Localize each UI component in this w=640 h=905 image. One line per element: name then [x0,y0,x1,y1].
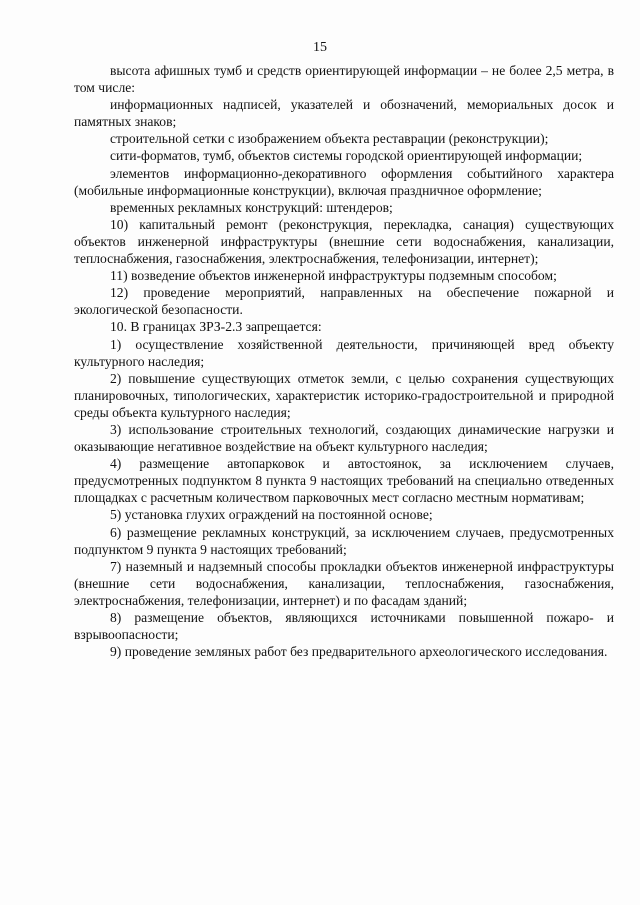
paragraph-height-limit: высота афишных тумб и средств ориентирующей информации – не более 2,5 метра, в том числе: [74,63,614,96]
paragraph-prohibited-8: 8) размещение объектов, являющихся источниками повышенной пожаро- и взрывоопасности; [74,610,614,643]
document-body [74,62,614,660]
paragraph-prohibited-7: 7) наземный и надземный способы прокладки объектов инженерной инфраструктуры (внешние сети водоснабжения, канализации, теплоснабжения, газоснабжения, электроснабжения, телефонизации, интернет) и по фасадам зданий; [74,558,614,608]
paragraph-prohibited-4: 4) размещение автопарковок и автостоянок, за исключением случаев, предусмотренных подпунктом 8 пункта 9 настоящих требований на специально отведенных площадках с расчетным количеством парковочных мест согласно местным нормативам; [74,456,614,506]
paragraph-item-12-safety: 12) проведение мероприятий, направленных на обеспечение пожарной и экологической безопасности. [74,285,614,318]
paragraph-event-decor: элементов информационно-декоративного оформления событийного характера (мобильные информационные конструкции), включая праздничное оформление; [74,165,614,198]
paragraph-info-signs: информационных надписей, указателей и обозначений, мемориальных досок и памятных знаков; [74,97,614,130]
paragraph-city-formats: сити-форматов, тумб, объектов системы городской ориентирующей информации; [110,148,583,164]
paragraph-prohibited-9: 9) проведение земляных работ без предварительного археологического исследования. [110,644,608,660]
paragraph-prohibited-6: 6) размещение рекламных конструкций, за исключением случаев, предусмотренных подпунктом 9 пункта 9 настоящих требований; [74,524,614,557]
paragraph-prohibited-3: 3) использование строительных технологий, создающих динамические нагрузки и оказывающие негативное воздействие на объект культурного наследия; [74,421,614,455]
paragraph-item-10-capital-repair: 10) капитальный ремонт (реконструкция, перекладка, санация) существующих объектов инженерной инфраструктуры (внешние сети водоснабжения, канализации, теплоснабжения, газоснабжения, электроснабжения, телефонизации, интернет); [74,216,614,267]
paragraph-temporary-ads: временных рекламных конструкций: штендеров; [110,199,393,215]
page-number: 15 [313,40,327,55]
paragraph-prohibited-5: 5) установка глухих ограждений на постоянной основе; [110,507,433,523]
section-heading-zrz-2-3: 10. В границах ЗРЗ-2.3 запрещается: [110,319,322,335]
paragraph-item-11-underground: 11) возведение объектов инженерной инфраструктуры подземным способом; [110,268,557,284]
paragraph-construction-mesh: строительной сетки с изображением объекта реставрации (реконструкции); [110,131,549,147]
paragraph-prohibited-2: 2) повышение существующих отметок земли, с целью сохранения существующих планировочных, типологических, характеристик историко-градостроительной и природной среды объекта культурного наследия; [74,370,614,420]
paragraph-prohibited-1: 1) осуществление хозяйственной деятельности, причиняющей вред объекту культурного наследия; [74,336,614,369]
